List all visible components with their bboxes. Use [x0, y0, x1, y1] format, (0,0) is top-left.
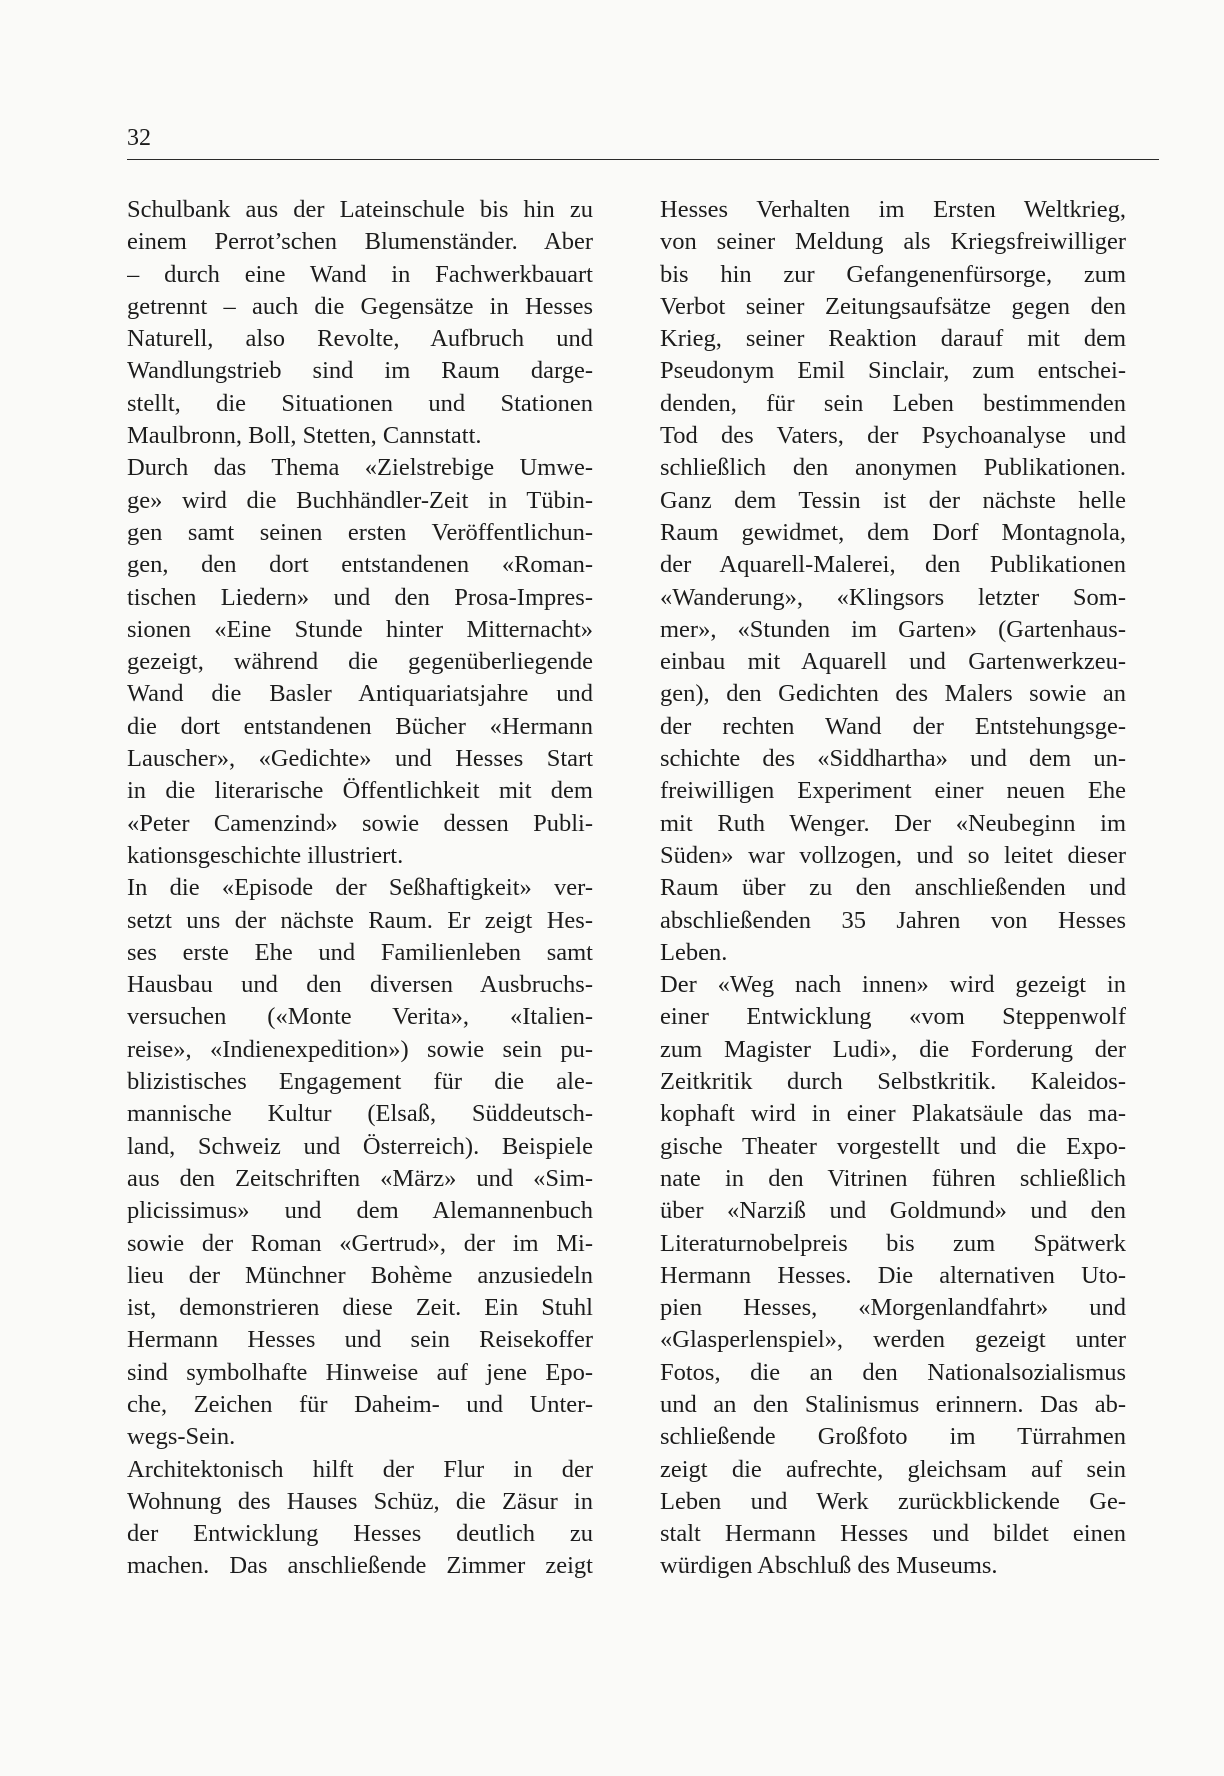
text-line: Wohnung des Hauses Schüz, die Zäsur in — [127, 1487, 593, 1515]
text-line: zeigt die aufrechte, gleichsam auf sein — [660, 1455, 1126, 1483]
text-line: Hermann Hesses. Die alternativen Uto- — [660, 1261, 1126, 1289]
text-line: «Glasperlenspiel», werden gezeigt unter — [660, 1326, 1126, 1354]
header-rule — [127, 159, 1159, 160]
text-line: Der «Weg nach innen» wird gezeigt in — [660, 971, 1126, 999]
text-line: «Peter Camenzind» sowie dessen Publi- — [127, 809, 593, 837]
text-line: machen. Das anschließende Zimmer zeigt — [127, 1552, 593, 1580]
text-line: Hesses Verhalten im Ersten Weltkrieg, — [660, 196, 1126, 223]
text-line: nate in den Vitrinen führen schließlich — [660, 1164, 1126, 1192]
text-line: ge» wird die Buchhändler-Zeit in Tübin- — [127, 486, 593, 514]
text-line: Verbot seiner Zeitungsaufsätze gegen den — [660, 292, 1126, 320]
text-line: – durch eine Wand in Fachwerkbauart — [127, 260, 593, 288]
text-line: ist, demonstrieren diese Zeit. Ein Stuhl — [127, 1294, 593, 1322]
text-line: In die «Episode der Seßhaftigkeit» ver- — [127, 874, 593, 902]
text-line: würdigen Abschluß des Museums. — [660, 1552, 998, 1580]
text-line: bis hin zur Gefangenenfürsorge, zum — [660, 260, 1126, 288]
text-line: der Aquarell-Malerei, den Publikationen — [660, 551, 1126, 579]
text-line: einem Perrot’schen Blumenständer. Aber — [127, 228, 593, 256]
text-line: Leben. — [660, 938, 728, 966]
text-line: Hermann Hesses und sein Reisekoffer — [127, 1326, 593, 1354]
text-line: Schulbank aus der Lateinschule bis hin zu — [127, 196, 593, 223]
text-line: ses erste Ehe und Familienleben samt — [127, 938, 593, 966]
text-line: versuchen («Monte Verita», «Italien- — [127, 1003, 593, 1031]
text-line: Ganz dem Tessin ist der nächste helle — [660, 486, 1126, 514]
text-line: schließende Großfoto im Türrahmen — [660, 1423, 1126, 1451]
text-line: Literaturnobelpreis bis zum Spätwerk — [660, 1229, 1126, 1257]
text-line: aus den Zeitschriften «März» und «Sim- — [127, 1164, 593, 1192]
text-line: Wand die Basler Antiquariatsjahre und — [127, 680, 593, 708]
text-line: gezeigt, während die gegenüberliegende — [127, 648, 593, 676]
text-line: schichte des «Siddhartha» und dem un- — [660, 745, 1126, 773]
text-line: Maulbronn, Boll, Stetten, Cannstatt. — [127, 422, 482, 450]
text-line: stalt Hermann Hesses und bildet einen — [660, 1520, 1126, 1548]
text-line: reise», «Indienexpedition») sowie sein pu- — [127, 1035, 593, 1063]
text-line: einer Entwicklung «vom Steppenwolf — [660, 1003, 1126, 1031]
text-line: Hausbau und den diversen Ausbruchs- — [127, 971, 593, 999]
text-line: Zeitkritik durch Selbstkritik. Kaleidos- — [660, 1068, 1126, 1096]
text-line: gen, den dort entstandenen «Roman- — [127, 551, 593, 579]
text-line: Tod des Vaters, der Psychoanalyse und — [660, 422, 1126, 450]
text-line: sowie der Roman «Gertrud», der im Mi- — [127, 1229, 593, 1257]
text-line: sionen «Eine Stunde hinter Mitternacht» — [127, 615, 593, 643]
right-text-column — [660, 194, 1126, 1583]
text-line: Architektonisch hilft der Flur in der — [127, 1455, 593, 1483]
text-line: der rechten Wand der Entstehungsge- — [660, 712, 1126, 740]
text-line: denden, für sein Leben bestimmenden — [660, 389, 1126, 417]
text-line: kationsgeschichte illustriert. — [127, 841, 404, 869]
text-line: wegs-Sein. — [127, 1423, 236, 1451]
text-line: und an den Stalinismus erinnern. Das ab- — [660, 1390, 1126, 1418]
text-line: «Wanderung», «Klingsors letzter Som- — [660, 583, 1126, 611]
text-line: tischen Liedern» und den Prosa-Impres- — [127, 583, 593, 611]
text-line: von seiner Meldung als Kriegsfreiwilliger — [660, 228, 1126, 256]
text-line: blizistisches Engagement für die ale- — [127, 1068, 593, 1096]
text-line: der Entwicklung Hesses deutlich zu — [127, 1520, 593, 1548]
text-line: über «Narziß und Goldmund» und den — [660, 1197, 1126, 1225]
text-line: Fotos, die an den Nationalsozialismus — [660, 1358, 1126, 1386]
text-line: Raum über zu den anschließenden und — [660, 874, 1126, 902]
text-line: Lauscher», «Gedichte» und Hesses Start — [127, 745, 593, 773]
text-line: gen), den Gedichten des Malers sowie an — [660, 680, 1126, 708]
text-line: Süden» war vollzogen, und so leitet dieser — [660, 841, 1126, 869]
text-line: Krieg, seiner Reaktion darauf mit dem — [660, 325, 1126, 353]
text-line: abschließenden 35 Jahren von Hesses — [660, 906, 1126, 934]
text-line: lieu der Münchner Bohème anzusiedeln — [127, 1261, 593, 1289]
text-line: mannische Kultur (Elsaß, Süddeutsch- — [127, 1100, 593, 1128]
text-line: land, Schweiz und Österreich). Beispiele — [127, 1132, 593, 1160]
text-line: gische Theater vorgestellt und die Expo- — [660, 1132, 1126, 1160]
left-text-column — [127, 194, 593, 1583]
text-line: Naturell, also Revolte, Aufbruch und — [127, 325, 593, 353]
text-line: in die literarische Öffentlichkeit mit dem — [127, 777, 593, 805]
text-line: gen samt seinen ersten Veröffentlichun- — [127, 518, 593, 546]
text-line: freiwilligen Experiment einer neuen Ehe — [660, 777, 1126, 805]
text-line: mer», «Stunden im Garten» (Gartenhaus- — [660, 615, 1126, 643]
text-line: kophaft wird in einer Plakatsäule das ma- — [660, 1100, 1126, 1128]
text-line: pien Hesses, «Morgenlandfahrt» und — [660, 1294, 1126, 1322]
text-line: Leben und Werk zurückblickende Ge- — [660, 1487, 1126, 1515]
text-line: Raum gewidmet, dem Dorf Montagnola, — [660, 518, 1126, 546]
text-line: die dort entstandenen Bücher «Hermann — [127, 712, 593, 740]
text-line: Wandlungstrieb sind im Raum darge- — [127, 357, 593, 385]
text-line: zum Magister Ludi», die Forderung der — [660, 1035, 1126, 1063]
text-line: che, Zeichen für Daheim- und Unter- — [127, 1390, 593, 1418]
text-line: stellt, die Situationen und Stationen — [127, 389, 593, 417]
text-line: getrennt – auch die Gegensätze in Hesses — [127, 292, 593, 320]
text-line: Durch das Thema «Zielstrebige Umwe- — [127, 454, 593, 482]
text-line: einbau mit Aquarell und Gartenwerkzeu- — [660, 648, 1126, 676]
text-line: setzt uns der nächste Raum. Er zeigt Hes- — [127, 906, 593, 934]
text-line: mit Ruth Wenger. Der «Neubeginn im — [660, 809, 1126, 837]
text-line: schließlich den anonymen Publikationen. — [660, 454, 1126, 482]
text-line: Pseudonym Emil Sinclair, zum entschei- — [660, 357, 1126, 385]
text-line: plicissimus» und dem Alemannenbuch — [127, 1197, 593, 1225]
page-number: 32 — [127, 125, 151, 151]
text-line: sind symbolhafte Hinweise auf jene Epo- — [127, 1358, 593, 1386]
